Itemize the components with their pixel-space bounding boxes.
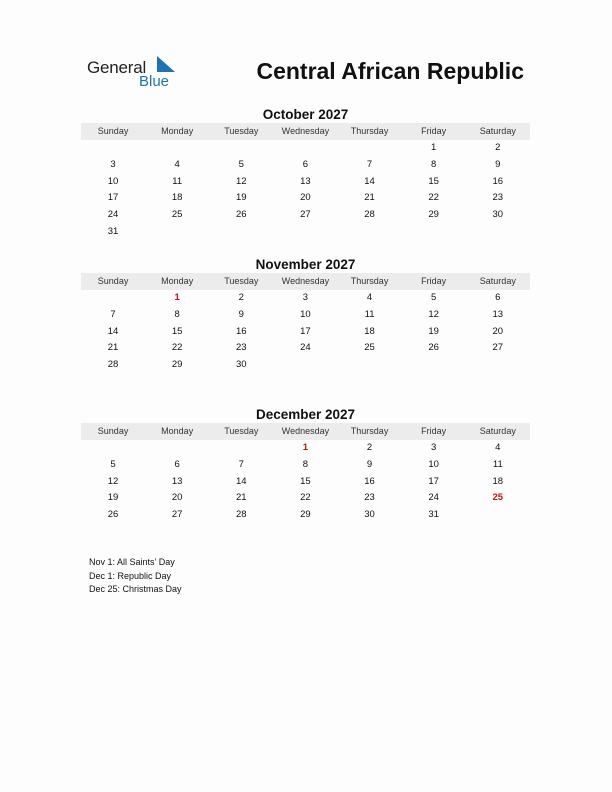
day-cell: 14 xyxy=(364,175,375,187)
week-row xyxy=(81,157,530,174)
week-row xyxy=(81,340,530,357)
day-cell: 26 xyxy=(236,209,247,221)
week-row xyxy=(81,207,530,224)
holiday-day-cell: 1 xyxy=(174,292,180,303)
day-cell: 21 xyxy=(364,192,375,204)
day-cell: 23 xyxy=(364,492,375,504)
weekday-label: Wednesday xyxy=(281,426,330,436)
day-cell: 10 xyxy=(300,308,311,320)
weekday-header-row xyxy=(81,123,530,140)
day-cell: 10 xyxy=(107,175,119,187)
empty-day-cell xyxy=(209,224,273,241)
empty-day-cell xyxy=(209,140,273,157)
day-cell: 6 xyxy=(495,292,501,303)
empty-day-cell xyxy=(338,224,402,241)
weekday-label: Wednesday xyxy=(281,276,330,286)
weekday-label: Tuesday xyxy=(224,276,259,286)
day-cell: 4 xyxy=(366,292,373,303)
month-title: November 2027 xyxy=(255,257,356,272)
day-cell: 22 xyxy=(428,192,439,204)
day-cell: 9 xyxy=(366,458,373,470)
empty-day-cell xyxy=(273,357,337,374)
weekday-label: Sunday xyxy=(97,126,129,136)
weekday-label: Saturday xyxy=(479,426,516,436)
day-cell: 18 xyxy=(492,475,504,487)
weekday-label: Thursday xyxy=(350,276,389,286)
day-cell: 16 xyxy=(492,175,504,187)
day-cell: 28 xyxy=(107,359,119,371)
day-cell: 15 xyxy=(428,175,439,187)
empty-day-cell xyxy=(145,440,209,457)
weekday-header-row xyxy=(81,423,530,440)
weekday-label: Saturday xyxy=(479,276,516,286)
day-cell: 19 xyxy=(428,325,439,337)
weekday-label: Friday xyxy=(421,426,447,436)
weekday-label: Friday xyxy=(421,276,447,286)
day-cell: 28 xyxy=(364,209,375,221)
day-cell: 10 xyxy=(428,458,439,470)
logo-word-blue: Blue xyxy=(139,73,170,90)
day-cell: 21 xyxy=(236,492,247,504)
empty-day-cell xyxy=(81,440,145,457)
day-cell: 24 xyxy=(300,342,311,354)
country-title: Central African Republic xyxy=(256,58,524,84)
day-cell: 30 xyxy=(492,209,504,221)
day-cell: 11 xyxy=(172,175,183,187)
day-cell: 28 xyxy=(236,509,247,521)
week-row xyxy=(81,440,530,457)
empty-day-cell xyxy=(338,140,402,157)
day-cell: 19 xyxy=(236,192,247,204)
empty-day-cell xyxy=(402,357,466,374)
day-cell: 11 xyxy=(364,308,375,320)
day-cell: 5 xyxy=(431,292,437,303)
logo-word-general: General xyxy=(87,58,147,77)
weekday-label: Thursday xyxy=(350,126,389,136)
day-cell: 13 xyxy=(492,308,504,320)
weekday-label: Sunday xyxy=(97,276,129,286)
day-cell: 8 xyxy=(174,308,180,320)
day-cell: 2 xyxy=(238,292,244,303)
day-cell: 30 xyxy=(364,509,375,521)
day-cell: 6 xyxy=(302,158,309,170)
day-cell: 4 xyxy=(174,158,180,170)
empty-day-cell xyxy=(273,224,337,241)
day-cell: 20 xyxy=(300,192,311,204)
week-row xyxy=(81,140,530,157)
day-cell: 18 xyxy=(171,192,183,204)
holiday-day-cell: 1 xyxy=(302,442,309,453)
logo-triangle-icon xyxy=(155,56,177,74)
day-cell: 12 xyxy=(236,175,247,187)
day-cell: 17 xyxy=(107,192,119,204)
day-cell: 17 xyxy=(428,475,439,487)
holiday-day-cell: 25 xyxy=(492,492,504,504)
day-cell: 29 xyxy=(300,509,311,521)
empty-day-cell xyxy=(273,140,337,157)
day-cell: 30 xyxy=(236,359,247,371)
day-cell: 25 xyxy=(364,342,375,354)
weekday-header-row xyxy=(81,273,530,290)
day-cell: 29 xyxy=(171,359,183,371)
generalblue-logo xyxy=(87,56,187,92)
day-cell: 3 xyxy=(431,442,437,453)
week-row xyxy=(81,324,530,341)
day-cell: 31 xyxy=(107,225,119,237)
day-cell: 20 xyxy=(171,492,183,504)
day-cell: 26 xyxy=(107,509,119,521)
day-cell: 13 xyxy=(171,475,183,487)
day-cell: 7 xyxy=(110,308,116,320)
empty-day-cell xyxy=(466,507,530,524)
month-title: October 2027 xyxy=(262,107,349,122)
day-cell: 24 xyxy=(107,209,119,221)
day-cell: 23 xyxy=(236,342,247,354)
day-cell: 21 xyxy=(107,342,119,354)
empty-day-cell xyxy=(145,224,209,241)
holiday-note: Dec 1: Republic Day xyxy=(89,570,172,581)
day-cell: 9 xyxy=(495,158,501,170)
day-cell: 23 xyxy=(492,192,504,204)
empty-day-cell xyxy=(402,224,466,241)
weekday-label: Friday xyxy=(421,126,447,136)
day-cell: 13 xyxy=(300,175,311,187)
weekday-label: Monday xyxy=(161,426,194,436)
day-cell: 6 xyxy=(174,458,180,470)
day-cell: 8 xyxy=(302,458,309,470)
week-row xyxy=(81,490,530,507)
day-cell: 2 xyxy=(495,142,501,153)
day-cell: 8 xyxy=(431,158,437,170)
day-cell: 27 xyxy=(300,209,311,221)
day-cell: 22 xyxy=(300,492,311,504)
day-cell: 19 xyxy=(107,492,119,504)
day-cell: 14 xyxy=(107,325,119,337)
day-cell: 7 xyxy=(366,158,373,170)
day-cell: 14 xyxy=(236,475,247,487)
empty-day-cell xyxy=(81,140,145,157)
day-cell: 31 xyxy=(428,509,439,521)
weekday-label: Tuesday xyxy=(224,126,259,136)
day-cell: 12 xyxy=(428,308,439,320)
day-cell: 27 xyxy=(171,509,183,521)
empty-day-cell xyxy=(145,140,209,157)
week-row xyxy=(81,507,530,524)
weekday-label: Saturday xyxy=(479,126,516,136)
day-cell: 15 xyxy=(171,325,183,337)
week-row xyxy=(81,457,530,474)
empty-day-cell xyxy=(466,357,530,374)
day-cell: 20 xyxy=(492,325,504,337)
holiday-note: Dec 25: Christmas Day xyxy=(89,584,182,594)
weekday-label: Monday xyxy=(161,276,194,286)
week-row xyxy=(81,174,530,191)
weekday-label: Sunday xyxy=(97,426,129,436)
day-cell: 3 xyxy=(110,158,116,170)
day-cell: 7 xyxy=(238,458,244,470)
day-cell: 16 xyxy=(364,475,375,487)
month-title: December 2027 xyxy=(255,407,356,422)
week-row xyxy=(81,307,530,324)
month-november xyxy=(81,256,530,374)
day-cell: 16 xyxy=(236,325,247,337)
week-row xyxy=(81,474,530,491)
weekday-label: Tuesday xyxy=(224,426,259,436)
day-cell: 24 xyxy=(428,492,439,504)
day-cell: 11 xyxy=(492,458,503,470)
holiday-notes xyxy=(89,556,182,597)
day-cell: 15 xyxy=(300,475,311,487)
day-cell: 1 xyxy=(431,142,437,153)
day-cell: 18 xyxy=(364,325,375,337)
day-cell: 12 xyxy=(107,475,119,487)
day-cell: 26 xyxy=(428,342,439,354)
weekday-label: Wednesday xyxy=(281,126,330,136)
empty-day-cell xyxy=(466,224,530,241)
week-row xyxy=(81,190,530,207)
day-cell: 25 xyxy=(171,209,183,221)
holiday-note: Nov 1: All Saints’ Day xyxy=(89,557,175,567)
empty-day-cell xyxy=(209,440,273,457)
day-cell: 27 xyxy=(492,342,504,354)
day-cell: 2 xyxy=(366,442,373,453)
empty-day-cell xyxy=(338,357,402,374)
day-cell: 9 xyxy=(238,308,244,320)
day-cell: 4 xyxy=(495,442,501,453)
day-cell: 29 xyxy=(428,209,439,221)
month-december xyxy=(81,406,530,524)
empty-day-cell xyxy=(81,290,145,307)
day-cell: 22 xyxy=(171,342,183,354)
week-row xyxy=(81,357,530,374)
day-cell: 17 xyxy=(300,325,311,337)
day-cell: 5 xyxy=(110,458,116,470)
day-cell: 5 xyxy=(238,158,244,170)
week-row xyxy=(81,290,530,307)
month-october xyxy=(81,106,530,241)
weekday-label: Thursday xyxy=(350,426,389,436)
weekday-label: Monday xyxy=(161,126,194,136)
week-row xyxy=(81,224,530,241)
day-cell: 3 xyxy=(302,292,309,303)
